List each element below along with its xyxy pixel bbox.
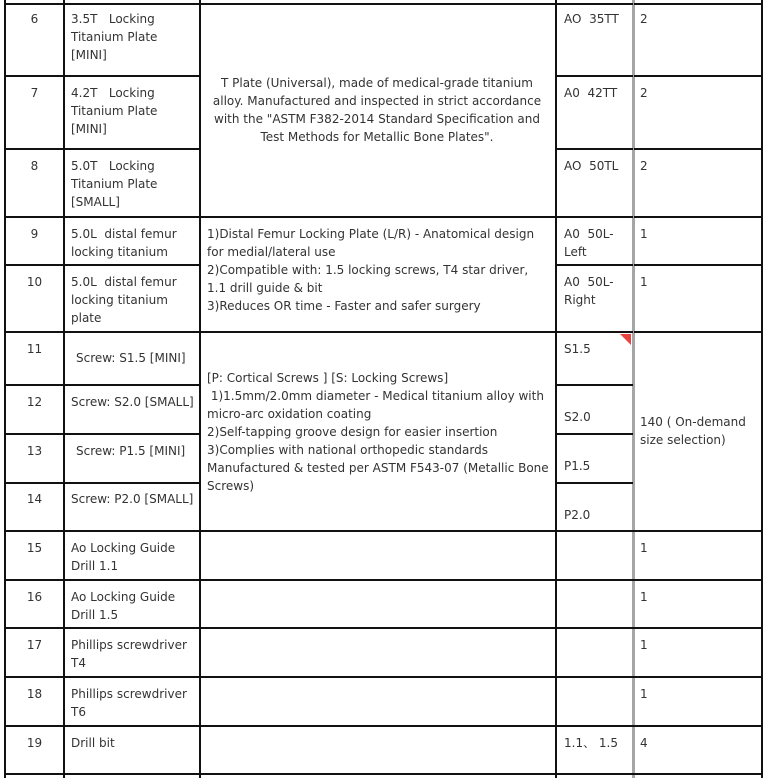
- quantity: 1: [640, 541, 648, 555]
- t-plate-description: T Plate (Universal), made of medical-grade titanium alloy. Manufactured and inspected in strict accordance with the "ASTM F382-2014 Standard Specification and Test Methods for Metallic Bone Plates".: [212, 76, 542, 144]
- row-line: [4, 627, 762, 629]
- description-line: [P: Cortical Screws ] [S: Locking Screws]: [207, 371, 449, 385]
- description-line: 2)Self-tapping groove design for easier insertion: [207, 425, 498, 439]
- description-line: 1)1.5mm/2.0mm diameter - Medical titanium alloy with micro-arc oxidation coating: [207, 389, 544, 421]
- row-number: 8: [30, 159, 39, 173]
- product-code: S1.5: [564, 342, 591, 356]
- row-line: [555, 433, 633, 435]
- table-border-left: [4, 0, 6, 778]
- row-number: 13: [26, 444, 43, 458]
- row-line: [634, 148, 762, 150]
- row-line: [4, 264, 201, 266]
- product-code: P1.5: [564, 459, 591, 473]
- column-divider: [555, 0, 557, 778]
- row-line: [634, 264, 762, 266]
- product-name: Phillips screwdriver T4: [71, 638, 187, 670]
- row-number: 17: [26, 638, 43, 652]
- row-line: [555, 75, 633, 77]
- product-name: Screw: S2.0 [SMALL]: [71, 395, 194, 409]
- product-code: A0 50L-Left: [564, 227, 614, 259]
- row-line: [199, 3, 557, 5]
- column-divider: [63, 0, 65, 778]
- row-line: [555, 148, 633, 150]
- row-line: [4, 75, 201, 77]
- row-line: [199, 331, 557, 333]
- product-code: A0 50L-Right: [564, 275, 614, 307]
- row-line: [555, 216, 633, 218]
- row-number: 18: [26, 687, 43, 701]
- row-number: 14: [26, 492, 43, 506]
- product-code: AO 35TT: [564, 12, 619, 26]
- comment-marker-icon[interactable]: [620, 334, 631, 345]
- row-line: [555, 331, 633, 333]
- row-number: 19: [26, 736, 43, 750]
- product-code: S2.0: [564, 410, 591, 424]
- product-code: A0 42TT: [564, 86, 618, 100]
- row-line: [4, 216, 201, 218]
- row-line: [4, 482, 201, 484]
- product-name: Screw: P1.5 [MINI]: [76, 444, 186, 458]
- quantity: 1: [640, 638, 648, 652]
- quantity: 2: [640, 86, 648, 100]
- row-line: [634, 216, 762, 218]
- row-number: 12: [26, 395, 43, 409]
- column-divider: [199, 0, 201, 778]
- product-name: 5.0T Locking Titanium Plate [SMALL]: [71, 159, 158, 209]
- product-name: 4.2T Locking Titanium Plate [MINI]: [71, 86, 158, 136]
- product-code: 1.1、 1.5: [564, 736, 618, 750]
- row-line: [4, 579, 762, 581]
- quantity: 4: [640, 736, 648, 750]
- row-line: [634, 75, 762, 77]
- product-name: Screw: P2.0 [SMALL]: [71, 492, 194, 506]
- row-number: 11: [26, 342, 43, 356]
- quantity: 2: [640, 159, 648, 173]
- product-name: 5.0L distal femur locking titanium plate: [71, 275, 177, 325]
- description-line: 3)Reduces OR time - Faster and safer surgery: [207, 299, 481, 313]
- row-line: [4, 676, 762, 678]
- screw-description: [207, 369, 551, 495]
- product-code: P2.0: [564, 508, 591, 522]
- row-number: 9: [30, 227, 39, 241]
- quantity: 2: [640, 12, 648, 26]
- row-number: 7: [30, 86, 39, 100]
- row-line: [4, 433, 201, 435]
- product-name: Drill bit: [71, 736, 115, 750]
- row-line: [4, 384, 201, 386]
- row-number: 16: [26, 590, 43, 604]
- table-border-bottom: [4, 773, 762, 775]
- row-number: 15: [26, 541, 43, 555]
- table-border-right: [761, 0, 763, 778]
- quantity: 1: [640, 227, 648, 241]
- row-line: [4, 530, 762, 532]
- product-code: AO 50TL: [564, 159, 619, 173]
- row-number: 10: [26, 275, 43, 289]
- row-line: [4, 148, 201, 150]
- row-line: [555, 384, 633, 386]
- row-line: [199, 216, 557, 218]
- row-line: [555, 264, 633, 266]
- product-name: Ao Locking Guide Drill 1.1: [71, 541, 176, 573]
- description-line: 1)Distal Femur Locking Plate (L/R) - Anatomical design for medial/lateral use: [207, 227, 535, 259]
- column-separator: [632, 0, 635, 778]
- product-name: Phillips screwdriver T6: [71, 687, 187, 719]
- row-line: [4, 3, 201, 5]
- product-name: Screw: S1.5 [MINI]: [76, 351, 186, 365]
- product-name: Ao Locking Guide Drill 1.5: [71, 590, 176, 622]
- row-number: 6: [30, 12, 39, 26]
- product-name: 3.5T Locking Titanium Plate [MINI]: [71, 12, 158, 62]
- quantity: 1: [640, 687, 648, 701]
- row-line: [634, 331, 762, 333]
- description-line: 3)Complies with national orthopedic standards Manufactured & tested per ASTM F543-07 (Metallic Bone Screws): [207, 443, 549, 493]
- screw-quantity: 140 ( On-demand size selection): [640, 415, 746, 447]
- row-line: [634, 3, 762, 5]
- row-line: [4, 725, 762, 727]
- row-line: [555, 3, 633, 5]
- row-line: [555, 482, 633, 484]
- quantity: 1: [640, 590, 648, 604]
- product-name: 5.0L distal femur locking titanium: [71, 227, 177, 259]
- femur-plate-description: [207, 225, 551, 315]
- description-line: 2)Compatible with: 1.5 locking screws, T4 star driver, 1.1 drill guide & bit: [207, 263, 529, 295]
- quantity: 1: [640, 275, 648, 289]
- row-line: [4, 331, 201, 333]
